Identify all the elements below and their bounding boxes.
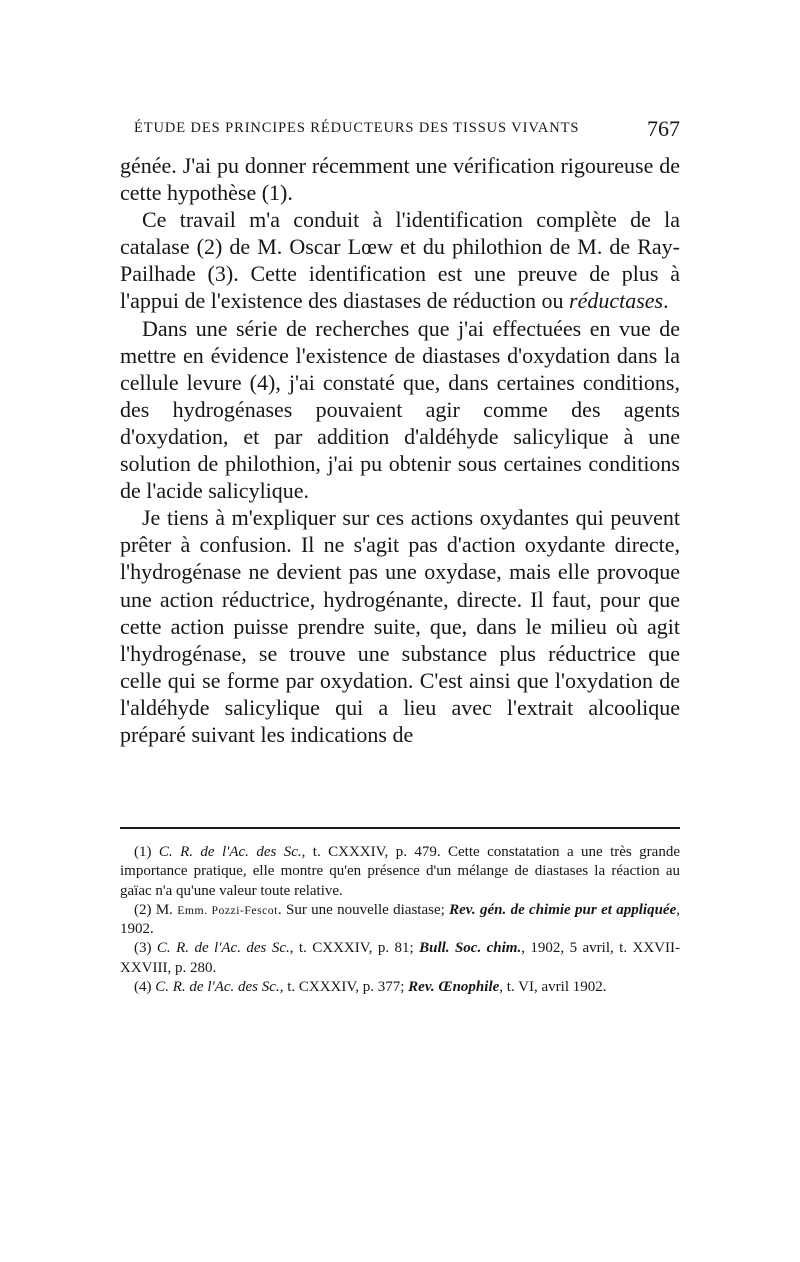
footnote-ref-1: (1) bbox=[261, 180, 288, 206]
footnote-2-text: . Sur une nouvelle diastase; bbox=[277, 901, 450, 918]
footnote-3 bbox=[120, 939, 680, 978]
footnote-ref-4: (4) bbox=[249, 369, 276, 395]
paragraph-1 bbox=[120, 152, 680, 206]
footnote-4-source: C. R. de l'Ac. des Sc. bbox=[155, 979, 280, 996]
footnote-1-text: , t. CXXXIV, p. 479. Cette constatation a une très grande importance pratique, elle montre qu'en présence d'un mélange de diastases la réaction au gaïac n'a qu'une valeur toute relative. bbox=[120, 844, 680, 899]
footnote-2-journal: Rev. gén. de chimie pur et appliquée bbox=[449, 901, 677, 918]
footnote-4-journal: Rev. Œnophile bbox=[408, 979, 500, 996]
paragraph-2-text-b: de M. Oscar Lœw et du philothion de M. de Ray-Pailhade bbox=[120, 234, 680, 287]
reductases-term: réductases bbox=[569, 288, 664, 314]
footnote-2 bbox=[120, 901, 680, 940]
footnote-2-author: Emm. Pozzi-Fescot bbox=[177, 903, 278, 917]
running-head: ÉTUDE DES PRINCIPES RÉDUCTEURS DES TISSUS VIVANTS bbox=[134, 120, 580, 136]
footnote-3-end: , 1902, 5 avril, t. XXVII-XXVIII, p. 280. bbox=[120, 940, 680, 976]
footnote-2-number: (2) bbox=[134, 901, 156, 918]
paragraph-2-end: . bbox=[663, 288, 669, 314]
footnote-1 bbox=[120, 843, 680, 901]
footnote-1-number: (1) bbox=[134, 844, 159, 860]
footnote-3-source: C. R. de l'Ac. des Sc. bbox=[156, 940, 290, 957]
page-number: 767 bbox=[647, 116, 680, 141]
paragraph-2 bbox=[120, 206, 680, 314]
main-text bbox=[120, 152, 680, 748]
footnote-2-end: , 1902. bbox=[120, 901, 680, 938]
footnotes bbox=[120, 843, 680, 997]
paragraph-1-text: génée. J'ai pu donner récemment une vérification rigoureuse de cette hypothèse bbox=[120, 153, 680, 206]
paragraph-1-end: . bbox=[287, 180, 293, 206]
footnote-4-text: , t. CXXXIV, p. 377; bbox=[279, 979, 409, 996]
paragraph-4: Je tiens à m'expliquer sur ces actions oxydantes qui peuvent prêter à confusion. Il ne s'agit pas d'action oxydante directe, l'hydrogénase ne devient pas une oxydase, mais elle provoque une action réductrice, hydrogénante, directe. Il faut, pour que cette action puisse prendre suite, que, dans le milieu où agit l'hydrogénase, se trouve une substance plus réductrice que celle qui se forme par oxydation. C'est ainsi que l'oxydation de l'aldéhyde salicylique qui a lieu avec l'extrait alcoolique préparé suivant les indications de bbox=[120, 505, 680, 747]
paragraph-2-text-c: . Cette identification est une preuve de plus à l'appui de l'existence des diastases de réduction ou bbox=[120, 261, 680, 314]
footnote-1-source: C. R. de l'Ac. des Sc. bbox=[158, 844, 302, 860]
footnote-ref-3: (3) bbox=[207, 261, 234, 287]
paragraph-3 bbox=[120, 315, 680, 505]
footnote-2-prefix: M. bbox=[155, 901, 178, 918]
footnote-4-end: , t. VI, avril 1902. bbox=[499, 979, 607, 996]
paragraph-3-text-b: , j'ai constaté que, dans certaines conditions, des hydrogénases pouvaient agir comme des agents d'oxydation, et par addition d'aldéhyde salicylique à une solution de philothion, j'ai pu obtenir sous certaines conditions de l'acide salicylique. bbox=[120, 369, 680, 504]
footnote-3-journal: Bull. Soc. chim. bbox=[419, 940, 522, 957]
paragraph-2-text-a: Ce travail m'a conduit à l'identification complète de la catalase bbox=[120, 207, 680, 260]
footnote-3-text: , t. CXXXIV, p. 81; bbox=[289, 940, 420, 957]
page-header bbox=[120, 116, 680, 142]
footnote-3-number: (3) bbox=[134, 940, 157, 957]
footnote-separator bbox=[120, 827, 680, 829]
paragraph-3-text-a: Dans une série de recherches que j'ai effectuées en vue de mettre en évidence l'existence de diastases d'oxydation dans la cellule levure bbox=[120, 315, 680, 395]
footnote-4-number: (4) bbox=[134, 979, 156, 996]
footnote-ref-2: (2) bbox=[196, 234, 223, 260]
footnote-4 bbox=[120, 978, 680, 997]
